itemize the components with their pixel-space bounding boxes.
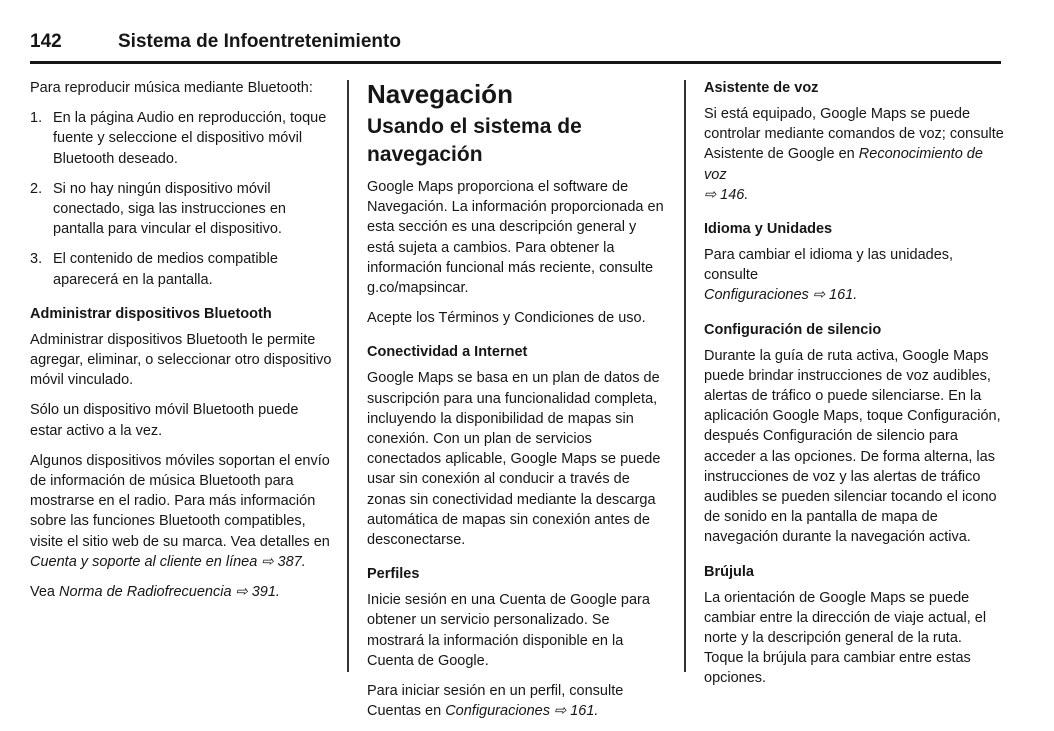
header-rule [30, 61, 1001, 64]
cross-reference[interactable]: Cuenta y soporte al cliente en línea [30, 553, 258, 570]
cross-reference[interactable]: Configuraciones [445, 703, 550, 720]
navigation-subtitle: Usando el sistema de navegación [367, 115, 582, 166]
language-units-paragraph: Para cambiar el idioma y las unidades, consulte Configuraciones ⇨ 161. [704, 247, 954, 304]
manage-paragraph-1: Administrar dispositivos Bluetooth le permite agregar, eliminar, o seleccionar otro dispositivo móvil vinculado. [30, 331, 332, 389]
page-reference[interactable]: ⇨ 387. [261, 553, 306, 570]
cross-reference[interactable]: Reconocimiento de voz [704, 146, 983, 183]
profiles-heading: Perfiles [367, 566, 420, 583]
navigation-title: Navegación [367, 79, 513, 109]
steps-list [30, 108, 334, 290]
column-divider-2 [684, 80, 686, 672]
column-divider-1 [347, 80, 349, 672]
navigation-paragraph-1: Google Maps proporciona el software de Navegación. La información proporcionada en esta sección es una descripción general y está sujeta a cambios. Para obtener la información funcional más reciente, consulte g.co/mapsincar. [367, 179, 664, 297]
page-reference[interactable]: ⇨ 161. [812, 287, 858, 304]
manage-devices-heading: Administrar dispositivos Bluetooth [30, 305, 272, 322]
list-item: 3. El contenido de medios compatible aparecerá en la pantalla. [30, 251, 278, 288]
column-1 [30, 78, 334, 612]
voice-assistant-paragraph: Si está equipado, Google Maps se puede controlar mediante comandos de voz; consulte Asistente de Google en Reconocimiento de voz ⇨ 146. [704, 106, 1004, 203]
column-3 [704, 78, 1004, 699]
compass-paragraph: La orientación de Google Maps se puede cambiar entre la dirección de viaje actual, el norte y la descripción general de la ruta. Toque la brújula para cambiar entre estas opciones. [704, 589, 987, 687]
see-reference: Vea Norma de Radiofrecuencia ⇨ 391. [30, 584, 280, 601]
mute-settings-heading: Configuración de silencio [704, 321, 882, 338]
cross-reference[interactable]: Configuraciones [704, 287, 809, 304]
section-title: Sistema de Infoentretenimiento [118, 31, 401, 52]
profiles-paragraph-1: Inicie sesión en una Cuenta de Google para obtener un servicio personalizado. Se mostrará la información disponible en la Cuenta de Google. [367, 592, 650, 669]
manage-paragraph-3: Algunos dispositivos móviles soportan el envío de información de música Bluetooth para mostrarse en el radio. Para más información sobre las funciones Bluetooth compatibles, visite el sitio web de su marca. Vea detalles en Cuenta y soporte al cliente en línea ⇨ 387. [30, 452, 330, 570]
profiles-paragraph-2: Para iniciar sesión en un perfil, consulte Cuentas en Configuraciones ⇨ 161. [367, 683, 624, 720]
list-item: 1. En la página Audio en reproducción, toque fuente y seleccione el dispositivo móvil Bluetooth deseado. [30, 110, 327, 167]
internet-heading: Conectividad a Internet [367, 344, 528, 361]
voice-assistant-heading: Asistente de voz [704, 80, 819, 96]
list-item: 2. Si no hay ningún dispositivo móvil conectado, siga las instrucciones en pantalla para vincular el dispositivo. [30, 180, 286, 238]
language-units-heading: Idioma y Unidades [704, 221, 833, 238]
column-2 [367, 78, 667, 731]
bluetooth-intro: Para reproducir música mediante Bluetooth: [30, 80, 313, 96]
internet-paragraph: Google Maps se basa en un plan de datos de suscripción para una funcionalidad completa, incluyendo la disponibilidad de mapas sin conexión. Con un plan de servicios conectados aplicable, Google Maps se puede usar sin conexión al conducir a través de zonas sin conectividad mediante la descarga automática de mapas sin conexión antes de desconectarse. [367, 370, 661, 549]
page-number: 142 [30, 31, 62, 52]
mute-settings-paragraph: Durante la guía de ruta activa, Google Maps puede brindar instrucciones de voz audibles, alertas de tráfico o puede silenciarse. En la aplicación Google Maps, toque Configuración, después Configuración de silencio para acceder a las opciones. De forma alterna, las instrucciones de voz y las alertas de tráfico audibles se pueden silenciar tocando el icono de sonido en la pantalla de mapa de navegación durante la navegación activa. [704, 347, 1001, 546]
page-reference[interactable]: ⇨ 391. [235, 584, 280, 601]
manage-paragraph-2: Sólo un dispositivo móvil Bluetooth puede estar activo a la vez. [30, 402, 299, 439]
compass-heading: Brújula [704, 563, 754, 580]
page-reference[interactable]: ⇨ 146. [704, 186, 749, 203]
navigation-paragraph-2: Acepte los Términos y Condiciones de uso. [367, 310, 646, 327]
cross-reference[interactable]: Norma de Radiofrecuencia [59, 584, 232, 601]
page-reference[interactable]: ⇨ 161. [554, 703, 599, 720]
